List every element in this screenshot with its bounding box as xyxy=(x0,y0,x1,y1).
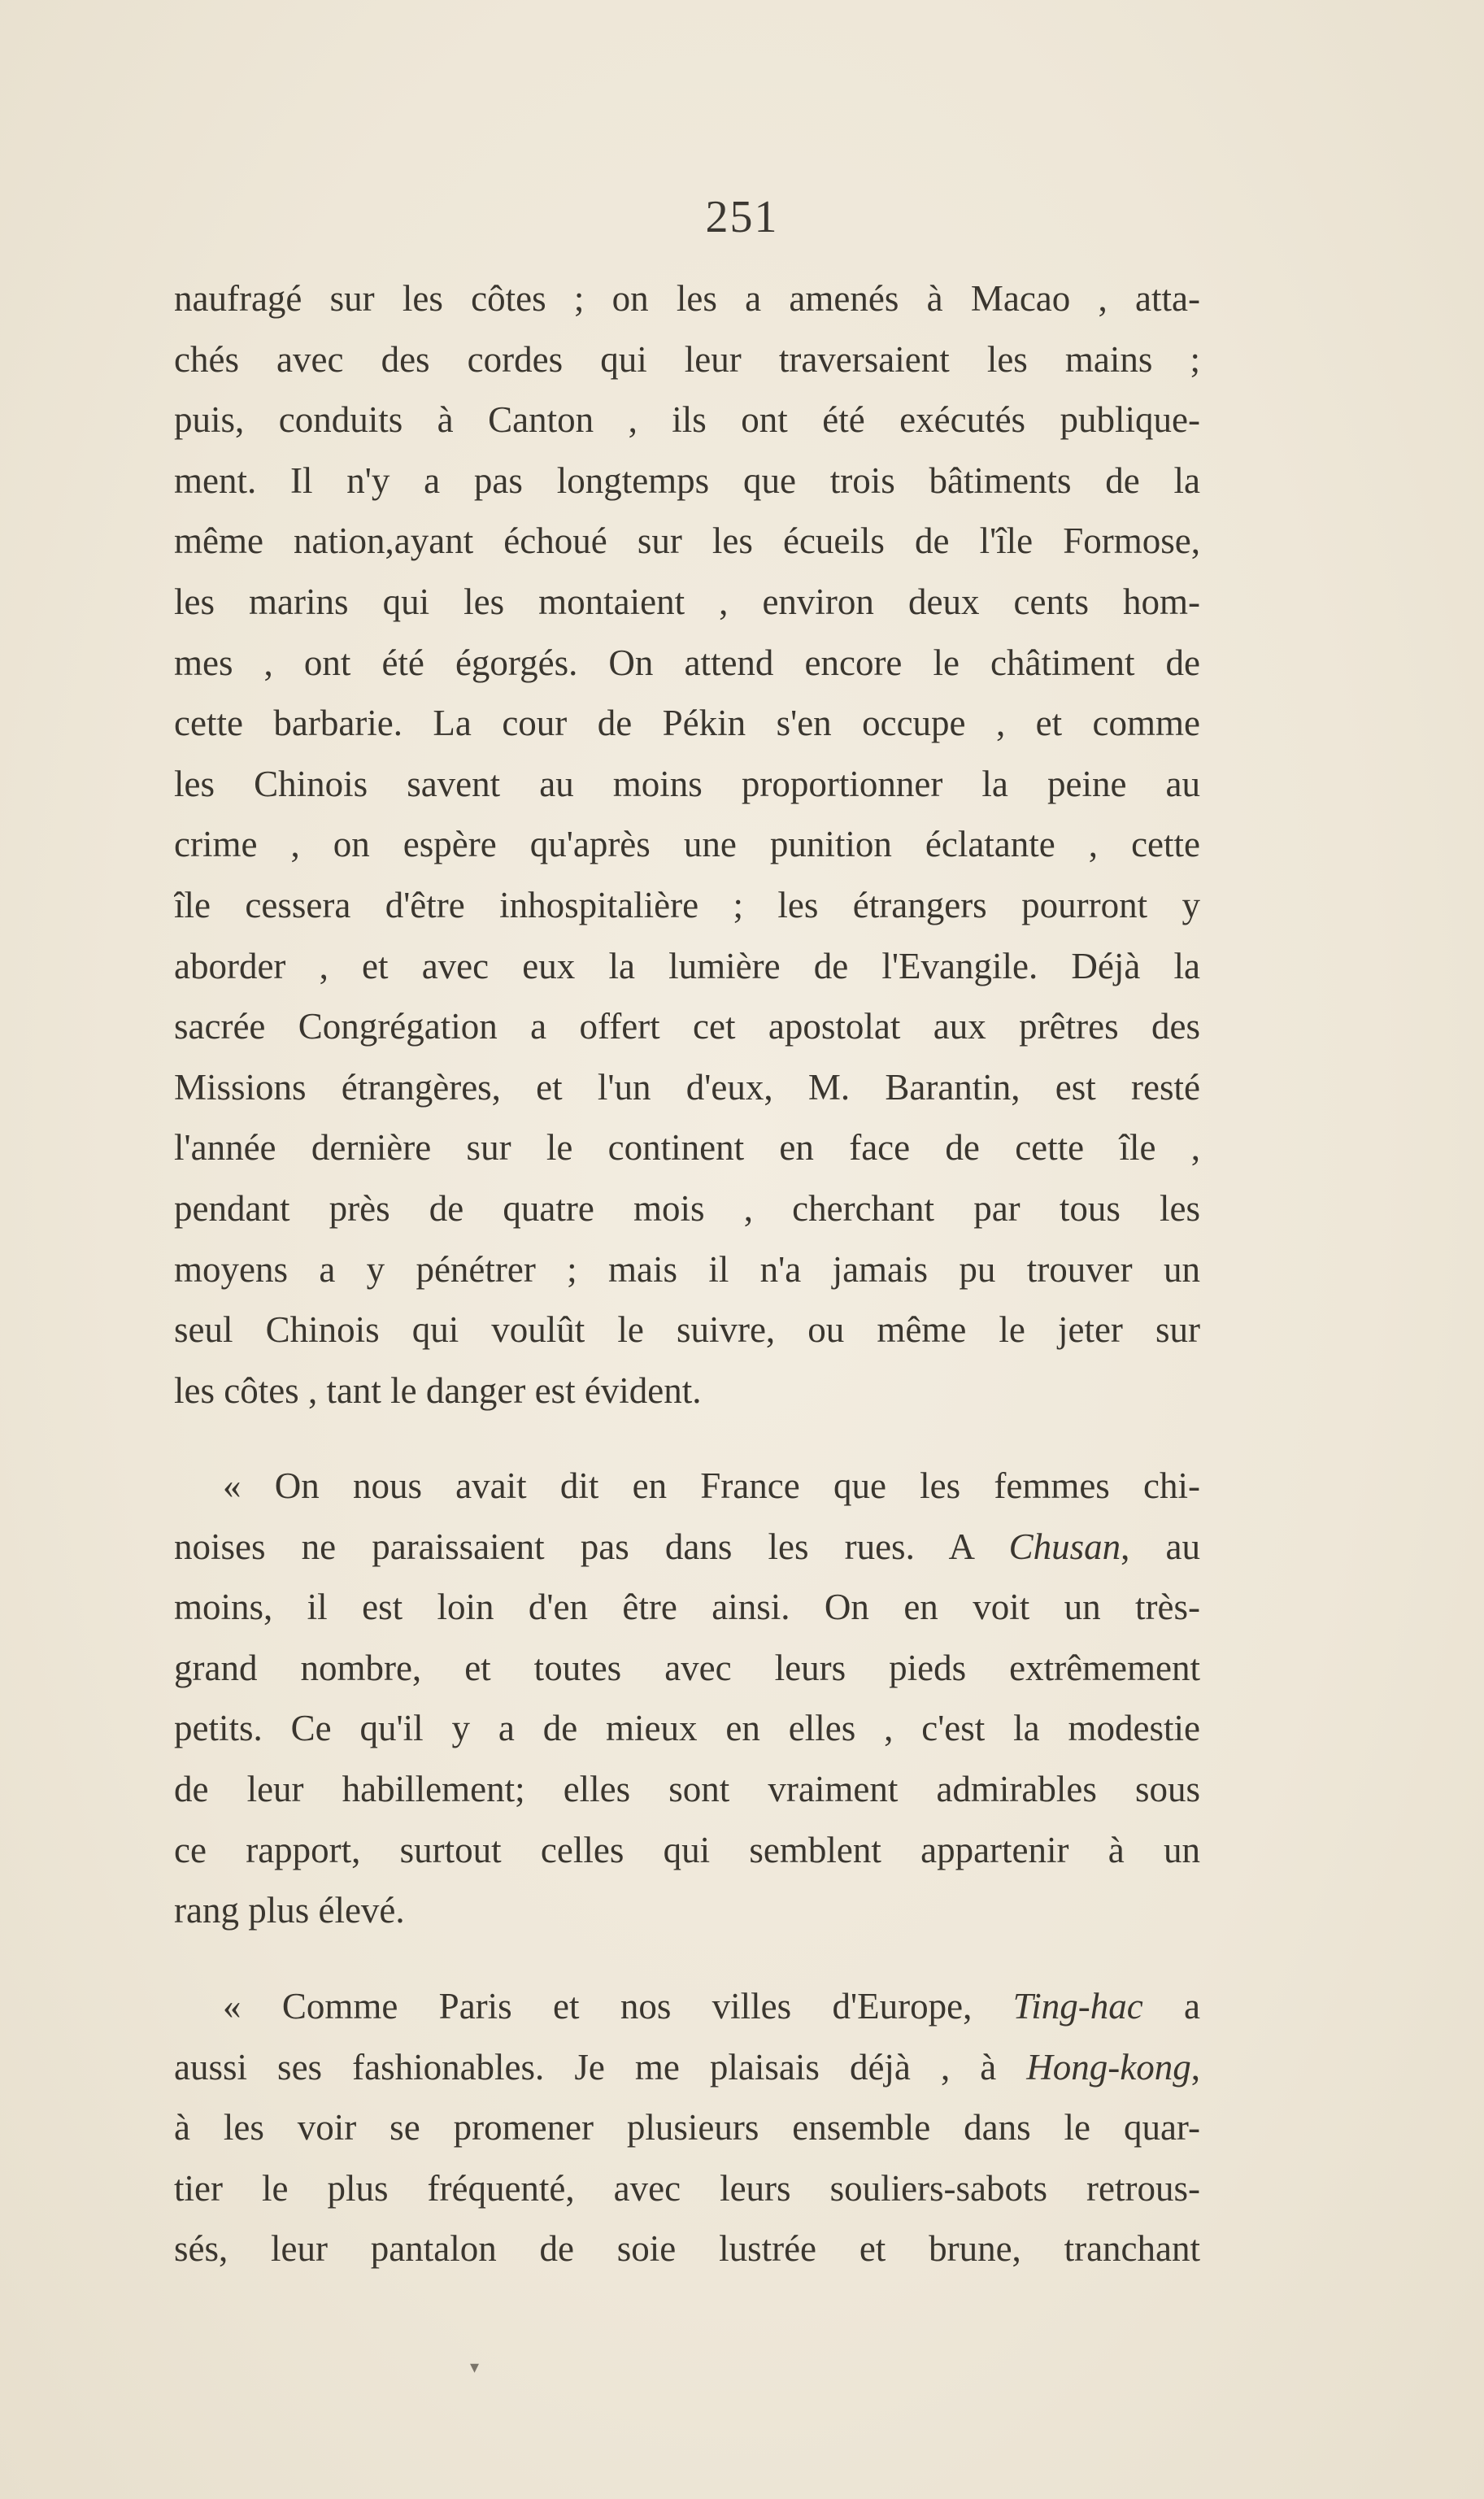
text-line: aussi ses fashionables. Je me plaisais déjà , à Hong-kong, xyxy=(174,2046,1200,2088)
text-line: sacrée Congrégation a offert cet apostolat aux prêtres des xyxy=(174,1006,1200,1047)
text-line: mes , ont été égorgés. On attend encore le châtiment de xyxy=(174,642,1200,683)
text-line: Missions étrangères, et l'un d'eux, M. Barantin, est resté xyxy=(174,1066,1200,1108)
text-line: aborder , et avec eux la lumière de l'Evangile. Déjà la xyxy=(174,945,1200,986)
footer-mark: ▾ xyxy=(470,2357,480,2377)
paragraph-1 xyxy=(174,268,1200,1421)
text-line: crime , on espère qu'après une punition éclatante , cette xyxy=(174,824,1200,865)
text-line: de leur habillement; elles sont vraiment admirables sous xyxy=(174,1768,1200,1809)
paragraph-3 xyxy=(174,1976,1200,2279)
text-line: pendant près de quatre mois , cherchant par tous les xyxy=(174,1187,1200,1229)
text-line: naufragé sur les côtes ; on les a amenés à Macao , atta- xyxy=(174,278,1200,319)
text-line: moyens a y pénétrer ; mais il n'a jamais pu trouver un xyxy=(174,1248,1200,1290)
text-line: île cessera d'être inhospitalière ; les étrangers pourront y xyxy=(174,884,1200,925)
text-line: tier le plus fréquenté, avec leurs souliers-sabots retrous- xyxy=(174,2167,1200,2209)
text-line: l'année dernière sur le continent en face de cette île , xyxy=(174,1127,1200,1169)
text-line: les Chinois savent au moins proportionner la peine au xyxy=(174,763,1200,804)
text-line: à les voir se promener plusieurs ensemble dans le quar- xyxy=(174,2107,1200,2149)
text-line: les côtes , tant le danger est évident. xyxy=(174,1369,702,1411)
text-line: rang plus élevé. xyxy=(174,1890,405,1931)
text-line: grand nombre, et toutes avec leurs pieds extrêmement xyxy=(174,1647,1200,1688)
paragraph-2 xyxy=(174,1456,1200,1941)
page-number: 251 xyxy=(705,192,779,242)
text-line: « On nous avait dit en France que les femmes chi- xyxy=(223,1465,1200,1506)
text-line: moins, il est loin d'en être ainsi. On en voit un très- xyxy=(174,1587,1200,1628)
text-line: noises ne paraissaient pas dans les rues. A Chusan, au xyxy=(174,1526,1200,1567)
text-line: ment. Il n'y a pas longtemps que trois bâtiments de la xyxy=(174,459,1200,501)
text-line: petits. Ce qu'il y a de mieux en elles , c'est la modestie xyxy=(174,1708,1200,1749)
text-line: ce rapport, surtout celles qui semblent appartenir à un xyxy=(174,1829,1200,1870)
text-line: les marins qui les montaient , environ deux cents hom- xyxy=(174,581,1200,622)
text-line: puis, conduits à Canton , ils ont été exécutés publique- xyxy=(174,399,1200,441)
text-line: chés avec des cordes qui leur traversaient les mains ; xyxy=(174,338,1200,380)
text-line: même nation,ayant échoué sur les écueils de l'île Formose, xyxy=(174,520,1200,562)
text-line: « Comme Paris et nos villes d'Europe, Ting-hac a xyxy=(223,1986,1200,2027)
text-line: sés, leur pantalon de soie lustrée et brune, tranchant xyxy=(174,2228,1200,2270)
text-line: cette barbarie. La cour de Pékin s'en occupe , et comme xyxy=(174,703,1200,744)
text-line: seul Chinois qui voulût le suivre, ou même le jeter sur xyxy=(174,1309,1200,1351)
